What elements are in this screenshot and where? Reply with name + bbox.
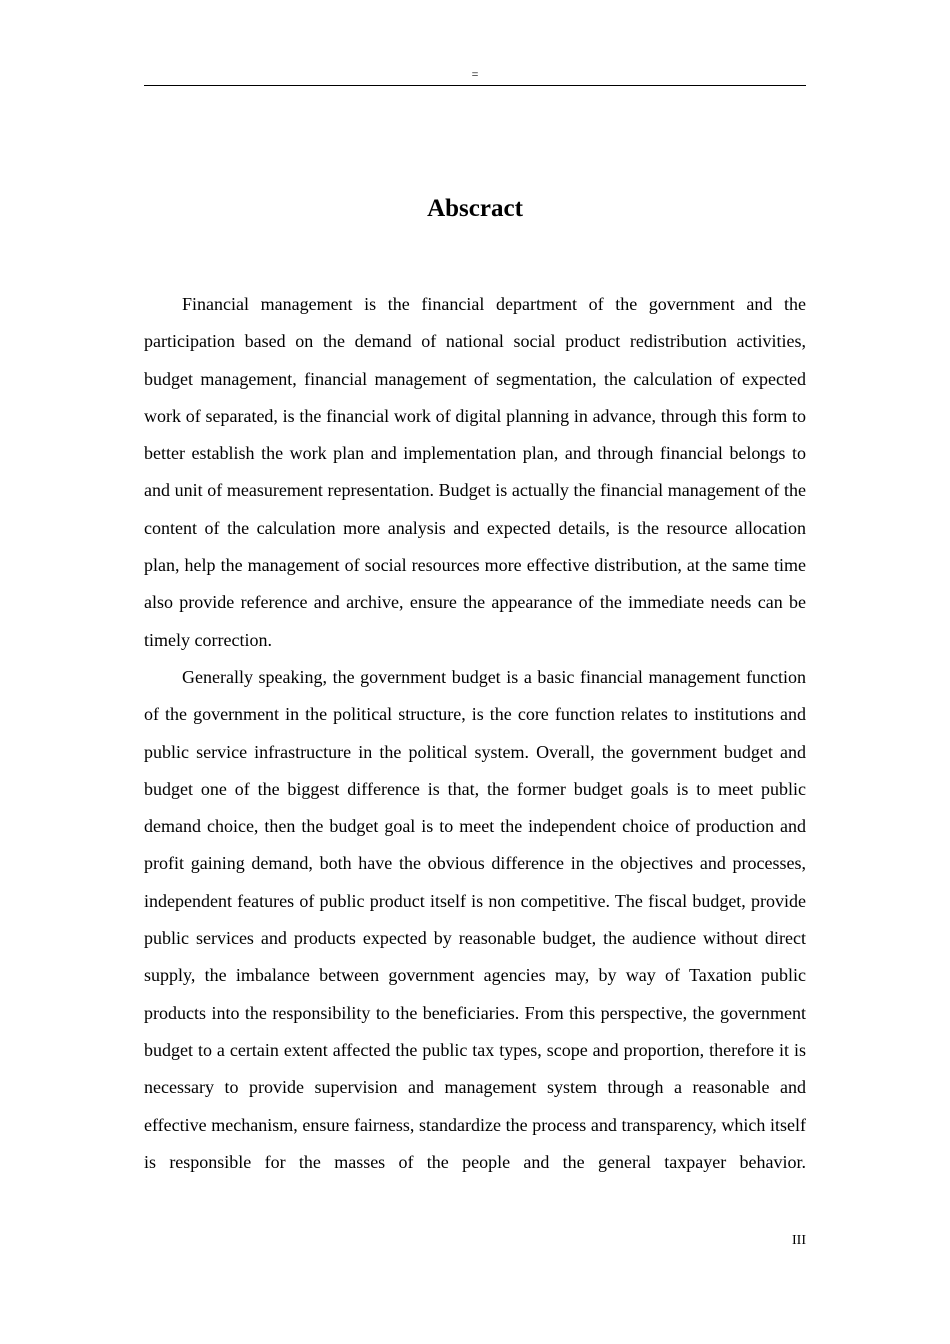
header-mark: = — [471, 67, 479, 81]
header-rule — [144, 85, 806, 86]
page-number: III — [792, 1233, 806, 1248]
paragraph-2: Generally speaking, the government budget is a basic financial management function of the government in the political structure, is the core function relates to institutions and public service infrastructure in the political system. Overall, the government budget and budget one of the biggest difference is that, the former budget goals is to meet public demand choice, then the budget goal is to meet the independent choice of production and profit gaining demand, both have the obvious difference in the objectives and processes, independent features of public product itself is non competitive. The fiscal budget, provide public services and products expected by reasonable budget, the audience without direct supply, the imbalance between government agencies may, by way of Taxation public products into the responsibility to the beneficiaries. From this perspective, the government budget to a certain extent affected the public tax types, scope and proportion, therefore it is necessary to provide supervision and management system through a reasonable and effective mechanism, ensure fairness, standardize the process and transparency, which itself is responsible for the masses of the people and the general taxpayer behavior. — [144, 666, 806, 1172]
page-title: Abscract — [427, 195, 523, 222]
abstract-body — [144, 286, 806, 1181]
paragraph-1: Financial management is the financial department of the government and the participation based on the demand of national social product redistribution activities, budget management, financial management of segmentation, the calculation of expected work of separated, is the financial work of digital planning in advance, through this form to better establish the work plan and implementation plan, and through financial belongs to and unit of measurement representation. Budget is actually the financial management of the content of the calculation more analysis and expected details, is the resource allocation plan, help the management of social resources more effective distribution, at the same time also provide reference and archive, ensure the appearance of the immediate needs can be timely correction. — [144, 294, 806, 650]
